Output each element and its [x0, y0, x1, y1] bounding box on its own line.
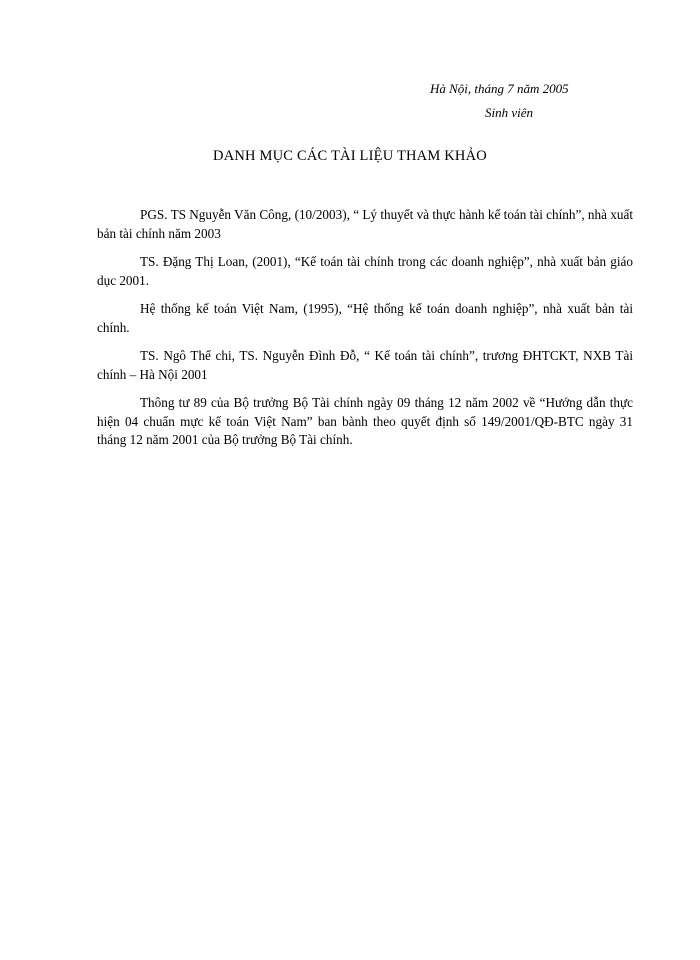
reference-item: TS. Ngô Thế chi, TS. Nguyễn Đình Đỗ, “ Kế toán tài chính”, trương ĐHTCKT, NXB Tài chính – Hà Nội 2001	[97, 348, 633, 382]
reference-item: PGS. TS Nguyễn Văn Công, (10/2003), “ Lý thuyết và thực hành kế toán tài chính”, nhà xuất bản tài chính năm 2003	[97, 207, 633, 241]
reference-list	[97, 206, 633, 460]
page-title: DANH MỤC CÁC TÀI LIỆU THAM KHẢO	[213, 148, 487, 164]
signer-label: Sinh viên	[485, 105, 534, 120]
date-line: Hà Nội, tháng 7 năm 2005	[430, 81, 569, 96]
reference-item: Thông tư 89 của Bộ trưởng Bộ Tài chính ngày 09 tháng 12 năm 2002 về “Hướng dẫn thực hiện 04 chuẩn mực kế toán Việt Nam” ban bành theo quyết định số 149/2001/QĐ-BTC ngày 31 tháng 12 năm 2001 của Bộ trưởng Bộ Tài chính.	[97, 395, 633, 447]
reference-item: Hệ thống kế toán Việt Nam, (1995), “Hệ thống kế toán doanh nghiệp”, nhà xuất bản tài chính.	[97, 301, 633, 335]
reference-item: TS. Đặng Thị Loan, (2001), “Kế toán tài chính trong các doanh nghiệp”, nhà xuất bản giáo dục 2001.	[97, 254, 633, 288]
